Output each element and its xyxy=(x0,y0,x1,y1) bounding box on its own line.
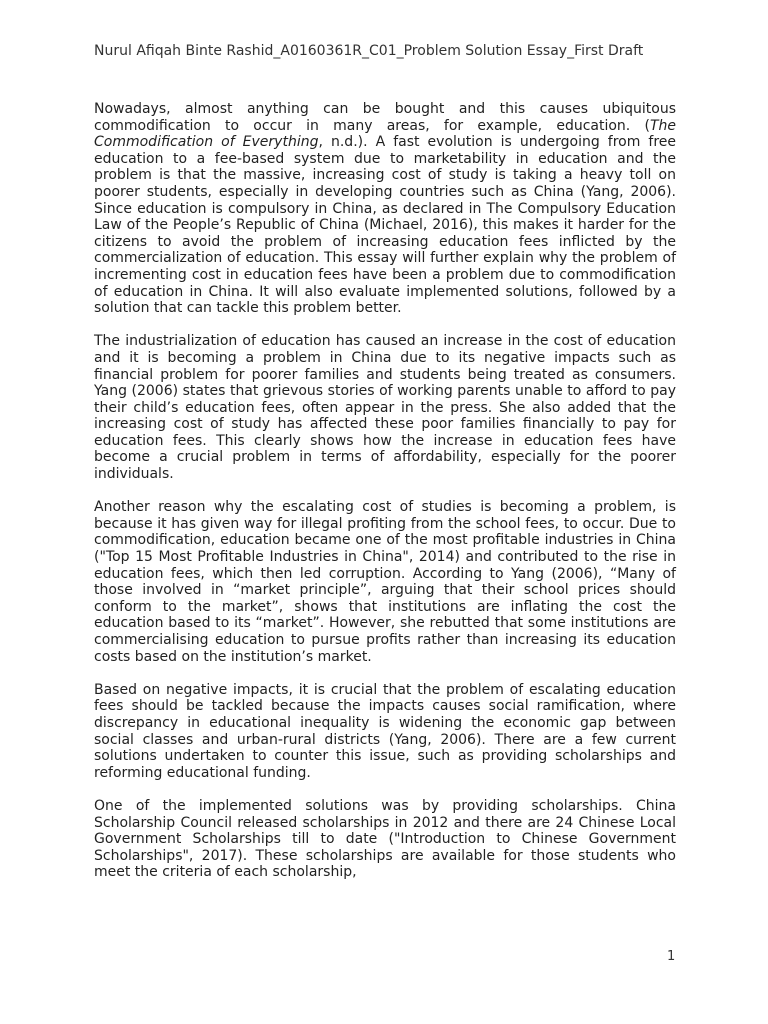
paragraph-text: Nowadays, almost anything can be bought and this causes ubiquitous commodification to occur in many areas, for example, education. ( xyxy=(94,101,676,134)
document-header: Nurul Afiqah Binte Rashid_A0160361R_C01_Problem Solution Essay_First Draft xyxy=(94,43,644,59)
essay-body xyxy=(94,101,676,898)
paragraph-text: , n.d.). A fast evolution is undergoing from free education to a fee-based system due to marketability in education and the problem is that the massive, increasing cost of study is taking a heavy toll on poorer students, especially in developing countries such as China (Yang, 2006). Since education is compulsory in China, as declared in The Compulsory Education Law of the People’s Republic of China (Michael, 2016), this makes it harder for the citizens to avoid the problem of increasing education fees inflicted by the commercialization of education. This essay will further explain why the problem of incrementing cost in education fees have been a problem due to commodification of education in China. It will also evaluate implemented solutions, followed by a solution that can tackle this problem better. xyxy=(94,134,676,317)
paragraph-problem-profiting: Another reason why the escalating cost of studies is becoming a problem, is because it has given way for illegal profiting from the school fees, to occur. Due to commodification, education became one of the most profitable industries in China ("Top 15 Most Profitable Industries in China", 2014) and contributed to the rise in education fees, which then led corruption. According to Yang (2006), “Many of those involved in “market principle”, arguing that their school prices should conform to the market”, shows that institutions are inflating the cost the education based to its “market”. However, she rebutted that some institutions are commercialising education to pursue profits rather than increasing its education costs based on the institution’s market. xyxy=(94,499,676,665)
paragraph-introduction xyxy=(94,101,676,317)
paragraph-scholarships: One of the implemented solutions was by providing scholarships. China Scholarship Council released scholarships in 2012 and there are 24 Chinese Local Government Scholarships till to date ("Introduction to Chinese Government Scholarships", 2017). These scholarships are available for those students who meet the criteria of each scholarship, xyxy=(94,797,676,881)
paragraph-solutions-overview: Based on negative impacts, it is crucial that the problem of escalating education fees should be tackled because the impacts causes social ramification, where discrepancy in educational inequality is widening the economic gap between social classes and urban-rural districts (Yang, 2006). There are a few current solutions undertaken to counter this issue, such as providing scholarships and reforming educational funding. xyxy=(94,681,676,781)
citation-title: The Commodification of Everything xyxy=(94,117,676,151)
page-number: 1 xyxy=(667,949,676,964)
paragraph-problem-cost: The industrialization of education has caused an increase in the cost of education and it is becoming a problem in China due to its negative impacts such as financial problem for poorer families and students being treated as consumers. Yang (2006) states that grievous stories of working parents unable to afford to pay their child’s education fees, often appear in the press. She also added that the increasing cost of study has affected these poor families financially to pay for education fees. This clearly shows how the increase in education fees have become a crucial problem in terms of affordability, especially for the poorer individuals. xyxy=(94,333,676,483)
